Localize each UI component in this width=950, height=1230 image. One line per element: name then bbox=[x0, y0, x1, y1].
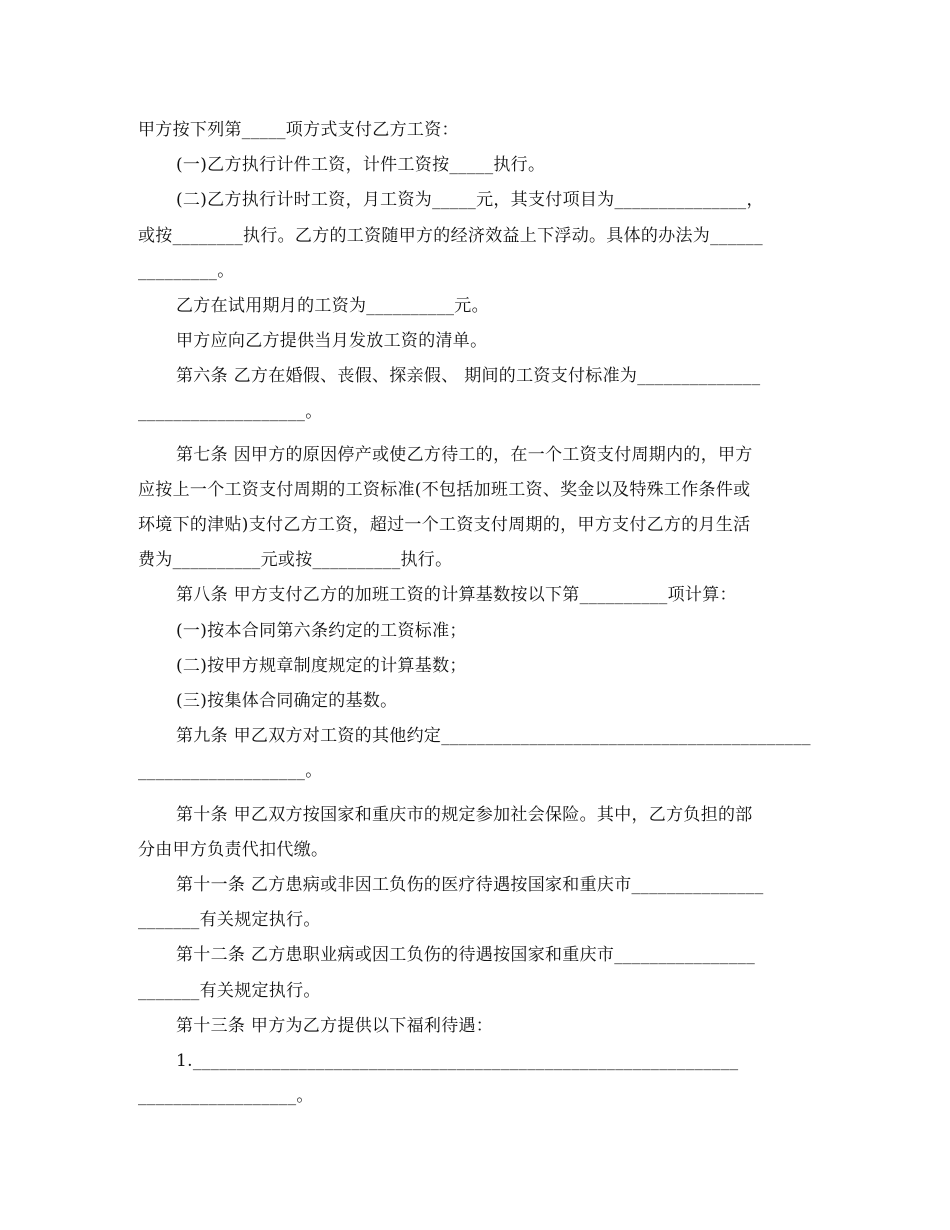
text-line: 乙方在试用期月的工资为__________元。 bbox=[176, 295, 489, 316]
text-line: 第六条 乙方在婚假、丧假、探亲假、 期间的工资支付标准为______________ bbox=[176, 366, 761, 387]
text-line: 第八条 甲方支付乙方的加班工资的计算基数按以下第__________项计算： bbox=[176, 585, 737, 606]
text-line: 第十二条 乙方患职业病或因工负伤的待遇按国家和重庆市________________ bbox=[176, 945, 756, 966]
text-line: 1.______________________________________________________________ bbox=[176, 1050, 739, 1071]
text-line: 或按________执行。乙方的工资随甲方的经济效益上下浮动。具体的办法为______ bbox=[138, 225, 763, 246]
text-line: (二)按甲方规章制度规定的计算基数； bbox=[176, 655, 467, 676]
text-line: (二)乙方执行计时工资，月工资为_____元，其支付项目为_______________， bbox=[176, 190, 764, 211]
text-line: 第七条 因甲方的原因停产或使乙方待工的，在一个工资支付周期内的，甲方 bbox=[176, 444, 753, 465]
text-line: _______有关规定执行。 bbox=[138, 910, 321, 931]
text-line: 第十一条 乙方患病或非因工负伤的医疗待遇按国家和重庆市_______________ bbox=[176, 874, 764, 895]
text-line: 应按上一个工资支付周期的工资标准(不包括加班工资、奖金以及特殊工作条件或 bbox=[138, 479, 751, 500]
text-line: (一)乙方执行计件工资，计件工资按_____执行。 bbox=[176, 155, 546, 176]
text-line: 第十三条 甲方为乙方提供以下福利待遇： bbox=[176, 1015, 494, 1036]
text-line: 环境下的津贴)支付乙方工资，超过一个工资支付周期的，甲方支付乙方的月生活 bbox=[138, 515, 751, 536]
text-line: (一)按本合同第六条约定的工资标准； bbox=[176, 620, 467, 641]
text-line: __________________。 bbox=[138, 1086, 314, 1107]
text-line: _______有关规定执行。 bbox=[138, 980, 321, 1001]
text-line: ___________________。 bbox=[138, 401, 323, 422]
text-line: _________。 bbox=[138, 260, 235, 281]
text-line: 甲方按下列第_____项方式支付乙方工资： bbox=[138, 120, 459, 140]
text-line: 第九条 甲乙双方对工资的其他约定__________________________________________ bbox=[176, 726, 811, 747]
text-line: 分由甲方负责代扣代缴。 bbox=[138, 839, 329, 860]
text-line: 甲方应向乙方提供当月发放工资的清单。 bbox=[176, 331, 488, 352]
text-line: 第十条 甲乙双方按国家和重庆市的规定参加社会保险。其中，乙方负担的部 bbox=[176, 804, 753, 825]
text-line: ___________________。 bbox=[138, 761, 323, 782]
text-line: (三)按集体合同确定的基数。 bbox=[176, 691, 398, 711]
text-line: 费为__________元或按__________执行。 bbox=[138, 550, 453, 571]
